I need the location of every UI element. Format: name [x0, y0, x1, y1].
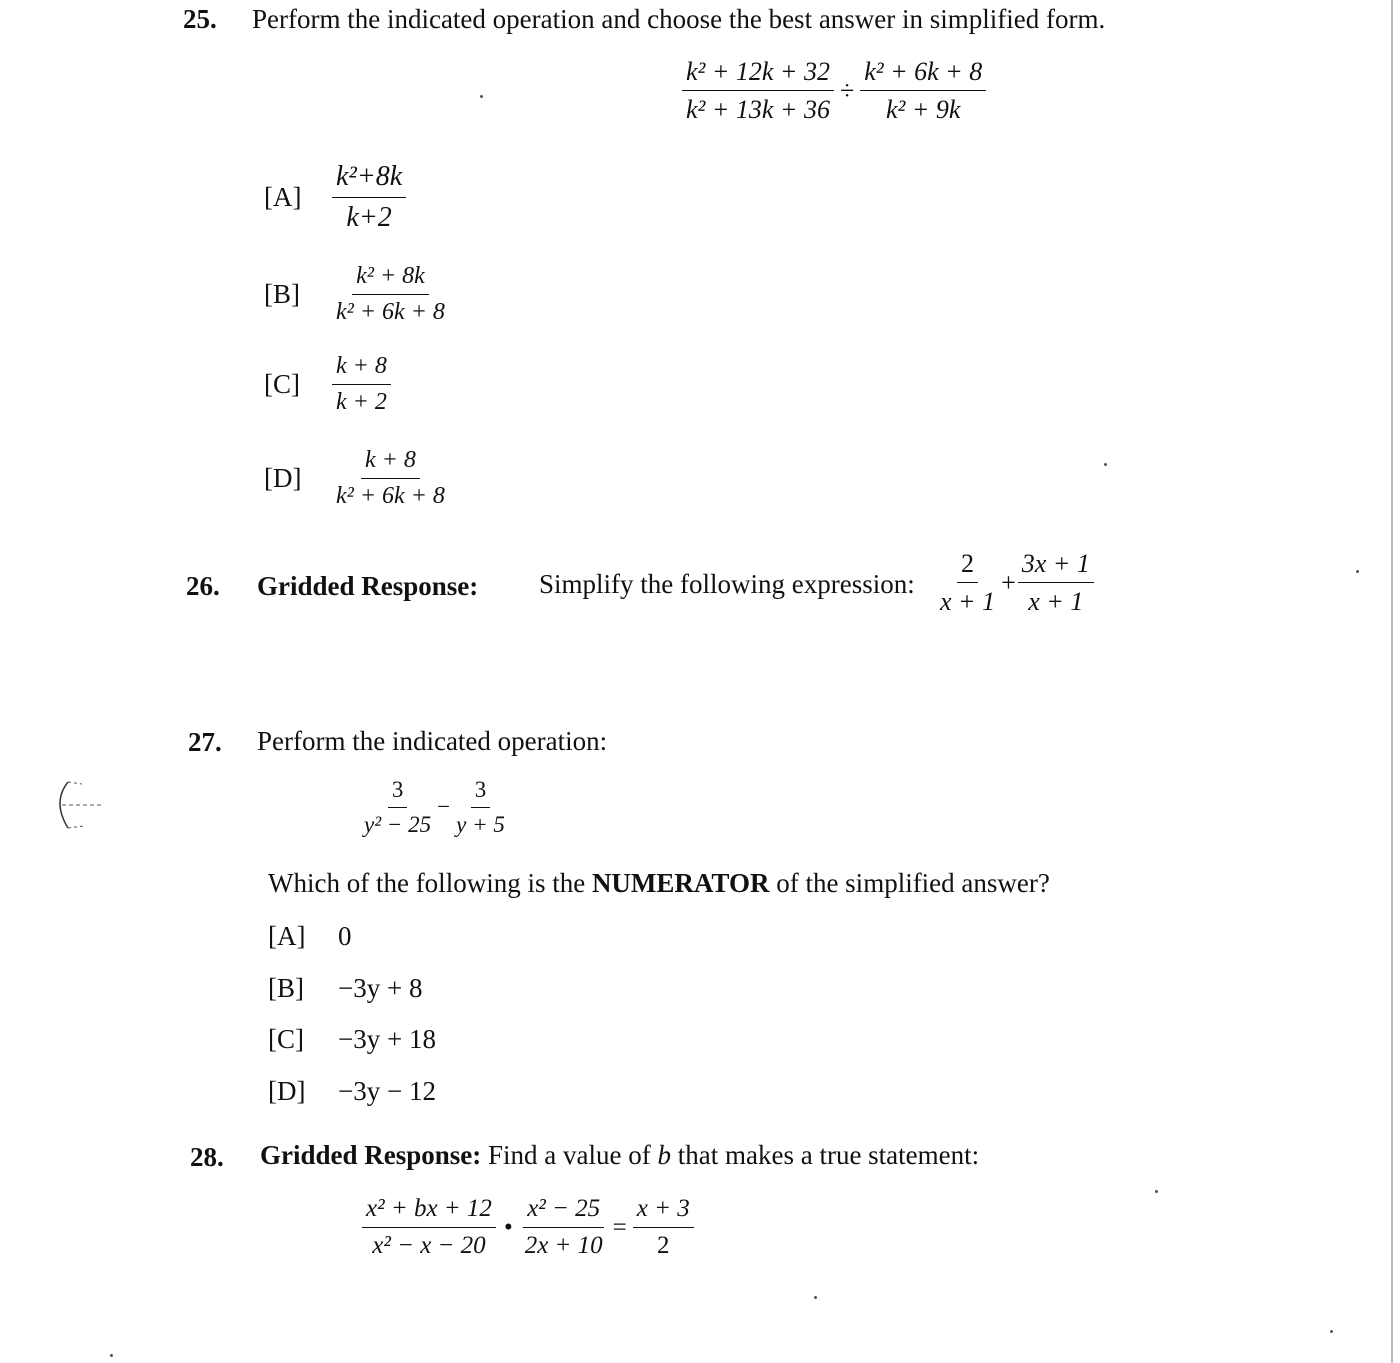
right-fraction [452, 776, 509, 838]
question-text: Find a value of [488, 1140, 651, 1170]
choice-label: [D] [264, 462, 302, 493]
denominator: y² − 25 [364, 811, 432, 837]
numerator: k²+8k [332, 160, 406, 198]
choice-value: −3y − 12 [338, 1076, 436, 1106]
choice-value: −3y + 18 [338, 1024, 436, 1054]
question-heading: Gridded Response: [260, 1140, 482, 1170]
denominator: 2 [657, 1232, 670, 1259]
question-prompt: Simplify the following expression: [539, 569, 915, 599]
question-emphasis: NUMERATOR [591, 868, 770, 898]
numerator: 3 [388, 776, 408, 808]
divide-operator: ÷ [839, 75, 855, 105]
choice-b[interactable] [268, 973, 422, 1004]
choice-d[interactable] [264, 446, 449, 511]
denominator: x + 1 [1028, 587, 1084, 617]
left-fraction [936, 548, 999, 617]
choice-c[interactable] [268, 1024, 436, 1055]
question-text: Which of the following is the [268, 868, 586, 898]
fraction-c [633, 1194, 694, 1261]
choice-label: [C] [264, 368, 300, 399]
choice-a[interactable] [264, 160, 406, 234]
scan-speck [1155, 1190, 1158, 1193]
plus-operator: + [1001, 567, 1016, 597]
choice-fraction [332, 262, 449, 327]
choice-fraction [332, 160, 406, 234]
numerator: k + 8 [361, 446, 420, 479]
numerator: k² + 12k + 32 [682, 56, 834, 91]
numerator-question [268, 868, 1050, 899]
denominator: k² + 9k [886, 95, 961, 125]
choice-label: [B] [264, 278, 300, 309]
equals-operator: = [612, 1213, 627, 1241]
fraction-a [362, 1194, 496, 1261]
scan-speck [1104, 463, 1107, 466]
question-text: of the simplified answer? [776, 868, 1050, 898]
division-expression [682, 56, 986, 125]
choice-b[interactable] [264, 262, 449, 327]
question-number: 28. [190, 1142, 224, 1172]
denominator: y + 5 [456, 811, 505, 837]
choice-label: [D] [268, 1076, 306, 1106]
numerator: k² + 6k + 8 [860, 56, 986, 91]
choice-label: [A] [264, 181, 302, 212]
choice-value: −3y + 8 [338, 973, 423, 1003]
denominator: k² + 6k + 8 [336, 482, 445, 509]
question-number: 27. [188, 727, 222, 757]
numerator: 3x + 1 [1018, 548, 1094, 583]
numerator: k² + 8k [352, 262, 429, 295]
equation-expression [362, 1194, 694, 1261]
scan-edge [1391, 0, 1393, 1363]
right-fraction [1018, 548, 1094, 617]
choice-a[interactable] [268, 921, 352, 952]
left-fraction [682, 56, 834, 125]
question-number: 25. [183, 4, 217, 34]
choice-value: 0 [338, 921, 352, 951]
question-text: that makes a true statement: [677, 1140, 980, 1170]
denominator: 2x + 10 [524, 1232, 603, 1259]
scan-speck [1356, 570, 1359, 573]
scan-speck [814, 1296, 817, 1299]
denominator: k + 2 [336, 388, 387, 415]
subtraction-expression [360, 776, 509, 838]
choice-label: [B] [268, 973, 304, 1003]
choice-fraction [332, 352, 391, 417]
minus-operator: − [437, 794, 451, 820]
numerator: k + 8 [332, 352, 391, 385]
margin-arrow-mark [44, 772, 108, 836]
numerator: x² + bx + 12 [362, 1194, 496, 1228]
choice-d[interactable] [268, 1076, 436, 1107]
question-prompt [260, 1140, 979, 1171]
choice-label: [C] [268, 1024, 304, 1054]
fraction-b [521, 1194, 607, 1261]
numerator: x² − 25 [523, 1194, 604, 1228]
numerator: 3 [471, 776, 491, 808]
choice-fraction [332, 446, 449, 511]
question-heading: Gridded Response: [257, 571, 479, 601]
left-fraction [360, 776, 435, 838]
question-prompt: Perform the indicated operation: [257, 726, 608, 756]
question-prompt: Perform the indicated operation and choose the best answer in simplified form. [252, 4, 1106, 34]
numerator: 2 [957, 548, 978, 583]
denominator: k+2 [346, 201, 392, 233]
right-fraction [860, 56, 986, 125]
addition-expression [936, 548, 1094, 617]
choice-label: [A] [268, 921, 306, 951]
multiply-operator: • [503, 1213, 513, 1241]
scan-speck [1330, 1330, 1333, 1333]
variable: b [657, 1140, 671, 1170]
numerator: x + 3 [633, 1194, 694, 1228]
scan-speck [110, 1354, 113, 1357]
denominator: k² + 6k + 8 [336, 298, 445, 325]
scan-speck [480, 95, 483, 98]
choice-c[interactable] [264, 352, 391, 417]
question-number: 26. [186, 571, 220, 601]
denominator: x + 1 [940, 587, 996, 617]
denominator: x² − x − 20 [372, 1232, 486, 1259]
denominator: k² + 13k + 36 [686, 95, 830, 125]
